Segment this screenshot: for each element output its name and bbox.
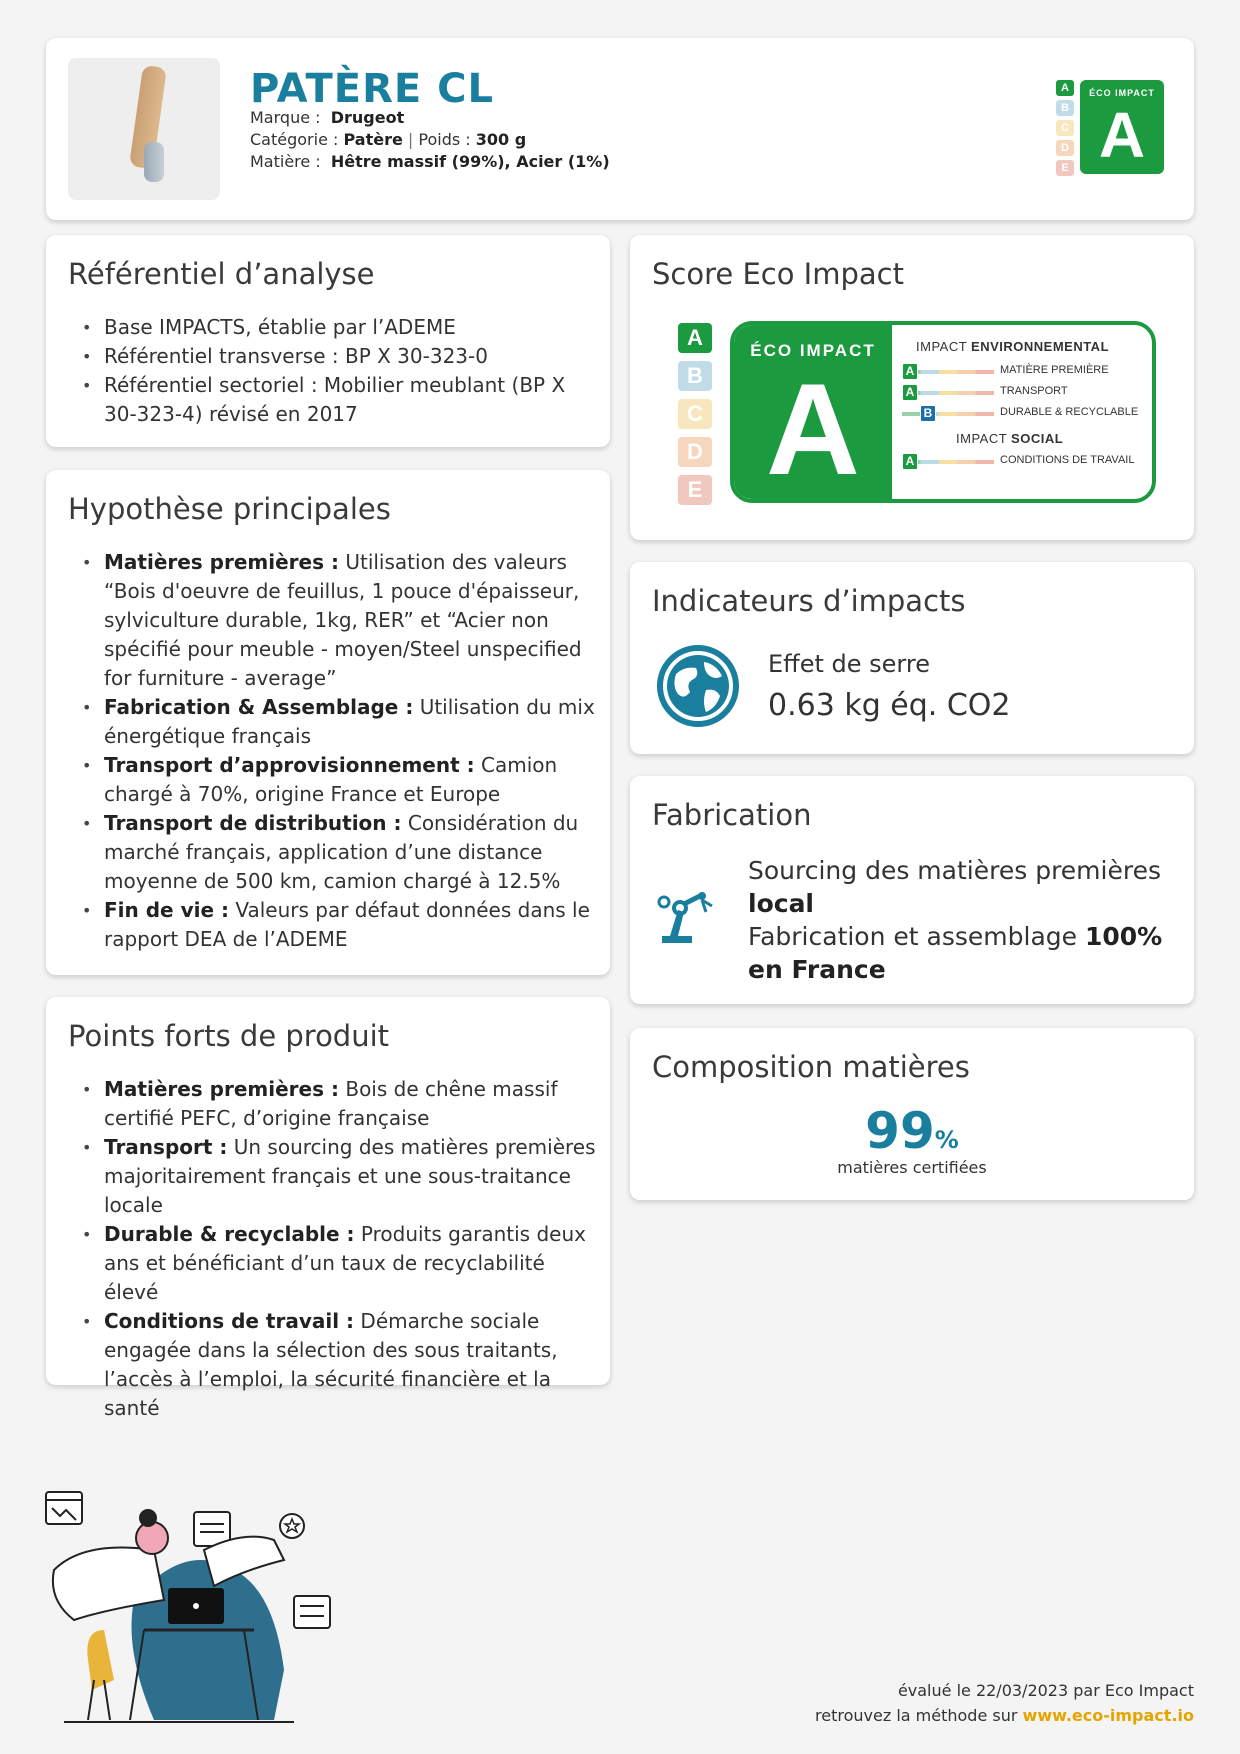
grade-scale-b: B (678, 361, 712, 391)
list-item: • Référentiel sectoriel : Mobilier meublant (BP X 30-323-4) révisé en 2017 (76, 371, 596, 429)
grade-scale-e: E (1056, 160, 1074, 176)
mini-badge-main: ÉCO IMPACT A (1080, 80, 1164, 174)
material-line: Matière : Hêtre massif (99%), Acier (1%) (250, 152, 610, 171)
grade-scale-d: D (678, 437, 712, 467)
points-forts-list (76, 1075, 601, 1423)
list-item: • Base IMPACTS, établie par l’ADEME (76, 313, 596, 342)
hypotheses-card (46, 470, 610, 975)
category-line: Catégorie : Patère | Poids : 300 g (250, 130, 527, 149)
list-item: • Matières premières : Utilisation des valeurs “Bois d'oeuvre de feuillus, 1 pouce d'épaisseur, sylviculture durable, 1kg, RER” et “Acier non spécifié pour meuble - moyen/Steel unspecified for furniture - average” (76, 548, 601, 693)
criterion-grade: A (902, 363, 918, 380)
list-item: • Transport d’approvisionnement : Camion chargé à 70%, origine France et Europe (76, 751, 601, 809)
evaluation-date: évalué le 22/03/2023 par Eco Impact (897, 1681, 1194, 1700)
eco-impact-badge (730, 321, 1156, 503)
indicateurs-title: Indicateurs d’impacts (652, 584, 966, 618)
brand-line: Marque : Drugeot (250, 108, 405, 127)
social-impact-title: IMPACT SOCIAL (956, 431, 1064, 446)
weight-value: 300 g (475, 130, 527, 149)
product-image (68, 58, 220, 200)
fabrication-title: Fabrication (652, 798, 812, 832)
indicator-label: Effet de serre (768, 650, 930, 678)
criterion-label: CONDITIONS DE TRAVAIL (1000, 454, 1135, 466)
fabrication-card (630, 776, 1194, 1004)
eco-impact-mini-badge (1056, 80, 1168, 176)
criterion-label: MATIÈRE PREMIÈRE (1000, 364, 1109, 376)
indicator-value: 0.63 kg éq. CO2 (768, 688, 1011, 723)
indicateurs-card (630, 562, 1194, 754)
points-forts-card (46, 997, 610, 1420)
criterion-grade: A (902, 384, 918, 401)
mini-grade-scale (1056, 80, 1076, 180)
hypotheses-list (76, 548, 601, 954)
list-item: • Fin de vie : Valeurs par défaut données dans le rapport DEA de l’ADEME (76, 896, 601, 954)
product-title: PATÈRE CL (250, 66, 494, 112)
criterion-label: TRANSPORT (1000, 385, 1068, 397)
list-item: • Matières premières : Bois de chêne massif certifié PEFC, d’origine française (76, 1075, 601, 1133)
grade-scale-a: A (1056, 80, 1074, 96)
method-line: retrouvez la méthode sur www.eco-impact.io (815, 1706, 1194, 1725)
mini-badge-grade: A (1098, 99, 1146, 171)
list-item: • Conditions de travail : Démarche sociale engagée dans la sélection des sous traitants, l’accès à l’emploi, la sécurité financière et la santé (76, 1307, 601, 1423)
list-item: • Transport : Un sourcing des matières premières majoritairement français et une sous-traitance locale (76, 1133, 601, 1220)
list-item: • Fabrication & Assemblage : Utilisation du mix énergétique français (76, 693, 601, 751)
fabrication-text: Sourcing des matières premières local Fabrication et assemblage 100% en France (748, 856, 1163, 984)
product-header-card (46, 38, 1194, 220)
grade-scale-b: B (1056, 100, 1074, 116)
composition-label: matières certifiées (837, 1158, 987, 1177)
badge-grade: A (766, 356, 860, 502)
referentiel-card (46, 235, 610, 447)
referentiel-list (76, 313, 596, 429)
criterion-row (902, 405, 1152, 423)
grade-scale-c: C (1056, 120, 1074, 136)
method-link[interactable]: www.eco-impact.io (1022, 1706, 1194, 1725)
criterion-row (902, 453, 1152, 471)
score-card (630, 235, 1194, 540)
brand-value: Drugeot (330, 108, 405, 127)
criterion-row (902, 363, 1152, 381)
person-laptop-illustration (44, 1490, 374, 1730)
list-item: • Durable & recyclable : Produits garantis deux ans et bénéficiant d’un taux de recyclabilité élevé (76, 1220, 601, 1307)
composition-title: Composition matières (652, 1050, 970, 1084)
list-item: • Référentiel transverse : BP X 30-323-0 (76, 342, 596, 371)
criterion-grade: B (920, 405, 936, 422)
material-value: Hêtre massif (99%), Acier (1%) (330, 152, 610, 171)
composition-percentage: 99% (865, 1102, 959, 1160)
grade-scale (678, 323, 716, 513)
badge-criteria-panel (892, 325, 1156, 499)
points-forts-title: Points forts de produit (68, 1019, 390, 1053)
globe-icon (656, 644, 740, 728)
env-impact-title: IMPACT ENVIRONNEMENTAL (916, 339, 1110, 354)
composition-card (630, 1028, 1194, 1200)
score-title: Score Eco Impact (652, 257, 904, 291)
grade-scale-e: E (678, 475, 712, 505)
referentiel-title: Référentiel d’analyse (68, 257, 375, 291)
grade-scale-a: A (678, 323, 712, 353)
robot-arm-icon (656, 886, 718, 948)
badge-grade-panel: ÉCO IMPACT A (734, 325, 892, 499)
footer (815, 1678, 1194, 1728)
criterion-row (902, 384, 1152, 402)
criterion-label: DURABLE & RECYCLABLE (1000, 406, 1139, 418)
category-value: Patère (343, 130, 403, 149)
hypotheses-title: Hypothèse principales (68, 492, 391, 526)
grade-scale-c: C (678, 399, 712, 429)
grade-scale-d: D (1056, 140, 1074, 156)
criterion-grade: A (902, 453, 918, 470)
list-item: • Transport de distribution : Considération du marché français, application d’une distance moyenne de 500 km, camion chargé à 12.5% (76, 809, 601, 896)
